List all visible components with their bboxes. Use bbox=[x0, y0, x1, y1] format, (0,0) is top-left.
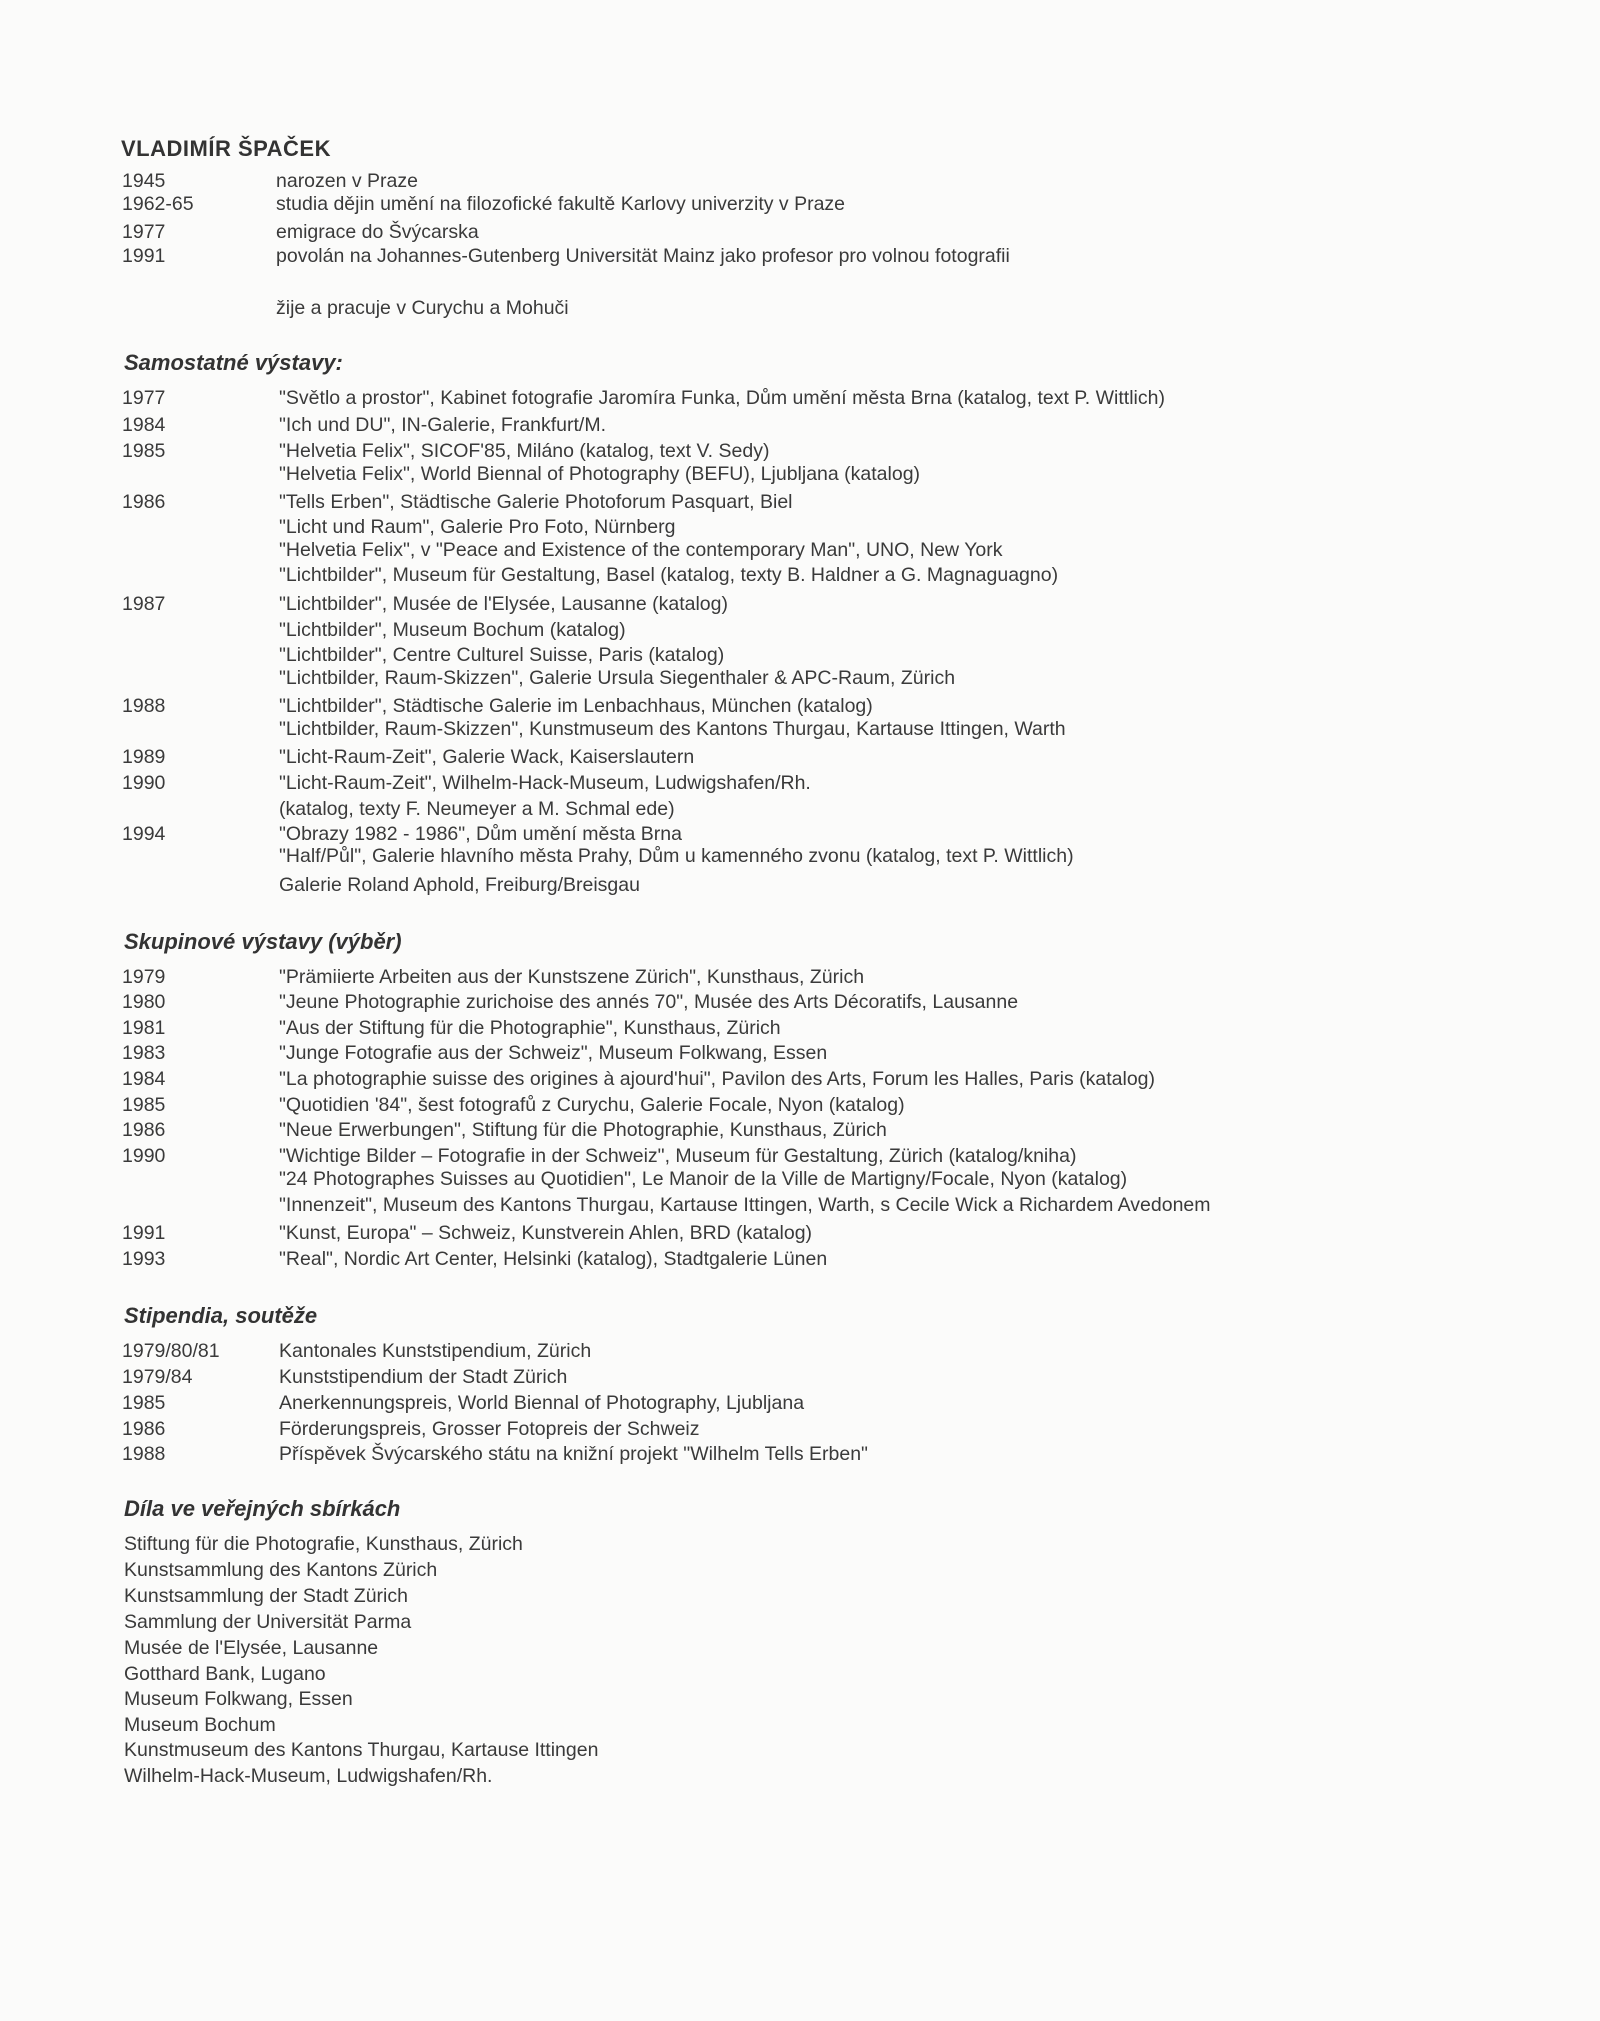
row-text: "Lichtbilder", Musée de l'Elysée, Lausanne (katalog) bbox=[279, 593, 728, 615]
row-text: Kunststipendium der Stadt Zürich bbox=[279, 1366, 568, 1388]
row-text: Kantonales Kunststipendium, Zürich bbox=[279, 1340, 592, 1362]
row-text: "Junge Fotografie aus der Schweiz", Museum Folkwang, Essen bbox=[279, 1042, 828, 1064]
group-exhibitions-heading: Skupinové výstavy (výběr) bbox=[124, 929, 402, 954]
row-text: "Lichtbilder", Museum Bochum (katalog) bbox=[279, 619, 626, 641]
list-item: Gotthard Bank, Lugano bbox=[124, 1663, 326, 1685]
row-year: 1993 bbox=[122, 1248, 166, 1270]
row-text: "Helvetia Felix", v "Peace and Existence of the contemporary Man", UNO, New York bbox=[279, 539, 1003, 561]
row-text: "Neue Erwerbungen", Stiftung für die Photographie, Kunsthaus, Zürich bbox=[279, 1119, 887, 1141]
row-year: 1986 bbox=[122, 491, 166, 513]
row-year: 1985 bbox=[122, 440, 166, 462]
row-text: "La photographie suisse des origines à ajourd'hui", Pavilon des Arts, Forum les Halles, Paris (katalog) bbox=[279, 1068, 1156, 1090]
row-text: "24 Photographes Suisses au Quotidien", Le Manoir de la Ville de Martigny/Focale, Nyon (katalog) bbox=[279, 1168, 1128, 1190]
row-text: "Jeune Photographie zurichoise des annés 70", Musée des Arts Décoratifs, Lausanne bbox=[279, 991, 1019, 1013]
row-year: 1990 bbox=[122, 1145, 166, 1167]
row-year: 1962-65 bbox=[122, 193, 194, 215]
row-text: narozen v Praze bbox=[276, 170, 418, 192]
row-text: "Half/Půl", Galerie hlavního města Prahy, Dům u kamenného zvonu (katalog, text P. Wittlich) bbox=[279, 845, 1074, 867]
row-text: "Obrazy 1982 - 1986", Dům umění města Brna bbox=[279, 823, 682, 845]
row-year: 1979/80/81 bbox=[122, 1340, 220, 1362]
collections-heading: Díla ve veřejných sbírkách bbox=[124, 1496, 401, 1521]
row-text: "Lichtbilder", Museum für Gestaltung, Basel (katalog, texty B. Haldner a G. Magnaguagno) bbox=[279, 564, 1059, 586]
row-year: 1985 bbox=[122, 1094, 166, 1116]
row-year: 1988 bbox=[122, 695, 166, 717]
row-year: 1991 bbox=[122, 245, 166, 267]
note-text: žije a pracuje v Curychu a Mohuči bbox=[276, 297, 569, 319]
list-item: Kunstsammlung der Stadt Zürich bbox=[124, 1585, 408, 1607]
row-text: studia dějin umění na filozofické fakultě Karlovy univerzity v Praze bbox=[276, 193, 846, 215]
row-year: 1977 bbox=[122, 221, 166, 243]
row-text: "Wichtige Bilder – Fotografie in der Schweiz", Museum für Gestaltung, Zürich (katalog/kniha) bbox=[279, 1145, 1077, 1167]
row-text: (katalog, texty F. Neumeyer a M. Schmal ede) bbox=[279, 798, 675, 820]
grants-heading: Stipendia, soutěže bbox=[124, 1303, 318, 1328]
row-year: 1981 bbox=[122, 1017, 166, 1039]
row-text: "Lichtbilder, Raum-Skizzen", Kunstmuseum des Kantons Thurgau, Kartause Ittingen, Warth bbox=[279, 718, 1066, 740]
row-year: 1979 bbox=[122, 966, 166, 988]
row-text: Anerkennungspreis, World Biennal of Photography, Ljubljana bbox=[279, 1392, 805, 1414]
row-text: povolán na Johannes-Gutenberg Universität Mainz jako profesor pro volnou fotografii bbox=[276, 245, 1010, 267]
row-text: "Lichtbilder", Centre Culturel Suisse, Paris (katalog) bbox=[279, 644, 725, 666]
list-item: Museum Bochum bbox=[124, 1714, 276, 1736]
row-text: "Helvetia Felix", World Biennal of Photography (BEFU), Ljubljana (katalog) bbox=[279, 463, 921, 485]
row-year: 1990 bbox=[122, 772, 166, 794]
row-text: "Licht-Raum-Zeit", Galerie Wack, Kaiserslautern bbox=[279, 746, 695, 768]
row-text: "Helvetia Felix", SICOF'85, Miláno (katalog, text V. Sedy) bbox=[279, 440, 770, 462]
row-text: "Prämiierte Arbeiten aus der Kunstszene Zürich", Kunsthaus, Zürich bbox=[279, 966, 865, 988]
row-year: 1991 bbox=[122, 1222, 166, 1244]
row-text: Příspěvek Švýcarského státu na knižní projekt "Wilhelm Tells Erben" bbox=[279, 1443, 868, 1465]
row-text: "Ich und DU", IN-Galerie, Frankfurt/M. bbox=[279, 414, 607, 436]
row-text: "Real", Nordic Art Center, Helsinki (katalog), Stadtgalerie Lünen bbox=[279, 1248, 828, 1270]
list-item: Sammlung der Universität Parma bbox=[124, 1611, 412, 1633]
row-text: "Lichtbilder, Raum-Skizzen", Galerie Ursula Siegenthaler & APC-Raum, Zürich bbox=[279, 667, 956, 689]
row-year: 1989 bbox=[122, 746, 166, 768]
row-year: 1986 bbox=[122, 1119, 166, 1141]
row-text: emigrace do Švýcarska bbox=[276, 221, 479, 243]
row-year: 1984 bbox=[122, 1068, 166, 1090]
row-year: 1988 bbox=[122, 1443, 166, 1465]
row-year: 1977 bbox=[122, 387, 166, 409]
row-year: 1986 bbox=[122, 1418, 166, 1440]
row-year: 1994 bbox=[122, 823, 166, 845]
row-text: Förderungspreis, Grosser Fotopreis der Schweiz bbox=[279, 1418, 700, 1440]
row-text: "Tells Erben", Städtische Galerie Photoforum Pasquart, Biel bbox=[279, 491, 793, 513]
row-text: "Kunst, Europa" – Schweiz, Kunstverein Ahlen, BRD (katalog) bbox=[279, 1222, 813, 1244]
row-text: "Licht und Raum", Galerie Pro Foto, Nürnberg bbox=[279, 516, 676, 538]
artist-name: VLADIMÍR ŠPAČEK bbox=[121, 136, 331, 161]
row-text: "Světlo a prostor", Kabinet fotografie Jaromíra Funka, Dům umění města Brna (katalog, text P. Wittlich) bbox=[279, 387, 1165, 409]
row-text: "Aus der Stiftung für die Photographie", Kunsthaus, Zürich bbox=[279, 1017, 781, 1039]
list-item: Museum Folkwang, Essen bbox=[124, 1688, 353, 1710]
row-year: 1985 bbox=[122, 1392, 166, 1414]
list-item: Musée de l'Elysée, Lausanne bbox=[124, 1637, 379, 1659]
row-year: 1945 bbox=[122, 170, 166, 192]
list-item: Kunstsammlung des Kantons Zürich bbox=[124, 1559, 438, 1581]
row-year: 1983 bbox=[122, 1042, 166, 1064]
row-text: "Licht-Raum-Zeit", Wilhelm-Hack-Museum, Ludwigshafen/Rh. bbox=[279, 772, 811, 794]
list-item: Stiftung für die Photografie, Kunsthaus, Zürich bbox=[124, 1533, 523, 1555]
row-text: "Innenzeit", Museum des Kantons Thurgau, Kartause Ittingen, Warth, s Cecile Wick a Richardem Avedonem bbox=[279, 1194, 1211, 1216]
row-year: 1987 bbox=[122, 593, 166, 615]
list-item: Wilhelm-Hack-Museum, Ludwigshafen/Rh. bbox=[124, 1765, 493, 1787]
row-year: 1980 bbox=[122, 991, 166, 1013]
row-year: 1984 bbox=[122, 414, 166, 436]
row-year: 1979/84 bbox=[122, 1366, 193, 1388]
row-text: "Quotidien '84", šest fotografů z Curychu, Galerie Focale, Nyon (katalog) bbox=[279, 1094, 905, 1116]
solo-exhibitions-heading: Samostatné výstavy: bbox=[124, 350, 343, 375]
list-item: Kunstmuseum des Kantons Thurgau, Kartause Ittingen bbox=[124, 1739, 599, 1761]
row-text: Galerie Roland Aphold, Freiburg/Breisgau bbox=[279, 874, 640, 896]
row-text: "Lichtbilder", Städtische Galerie im Lenbachhaus, München (katalog) bbox=[279, 695, 873, 717]
